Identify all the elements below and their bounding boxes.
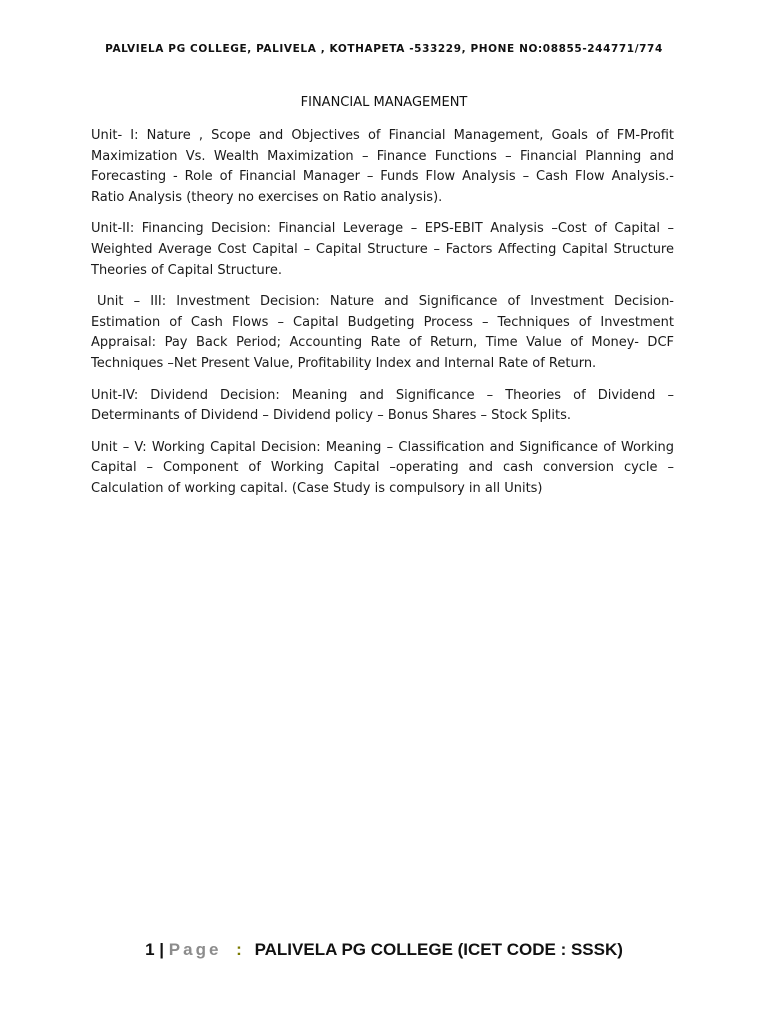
footer-separator: | (159, 940, 165, 959)
page-header: PALVIELA PG COLLEGE, PALIVELA , KOTHAPETA -533229, PHONE NO:08855-244771/774 (105, 43, 663, 55)
unit-2-paragraph: Unit-II: Financing Decision: Financial Leverage – EPS-EBIT Analysis –Cost of Capital – Weighted Average Cost Capital – Capital Structure – Factors Affecting Capital Structure Theories of Capital Structure. (91, 221, 674, 278)
footer-colon: : (236, 940, 242, 959)
page-footer (0, 940, 768, 960)
document-title: FINANCIAL MANAGEMENT (300, 95, 468, 110)
page-label: Page (168, 940, 222, 959)
unit-1-paragraph: Unit- I: Nature , Scope and Objectives of Financial Management, Goals of FM-Profit Maximization Vs. Wealth Maximization – Finance Functions – Financial Planning and Forecasting - Role of Financial Manager – Funds Flow Analysis – Cash Flow Analysis.- Ratio Analysis (theory no exercises on Ratio analysis). (91, 128, 674, 205)
unit-5-paragraph: Unit – V: Working Capital Decision: Meaning – Classification and Significance of Working Capital – Component of Working Capital –operating and cash conversion cycle – Calculation of working capital. (Case Study is compulsory in all Units) (91, 439, 674, 496)
unit-3-paragraph: Unit – III: Investment Decision: Nature and Significance of Investment Decision- Estimation of Cash Flows – Capital Budgeting Process – Techniques of Investment Appraisal: Pay Back Period; Accounting Rate of Return, Time Value of Money- DCF Techniques –Net Present Value, Profitability Index and Internal Rate of Return. (91, 294, 674, 371)
syllabus-content (91, 126, 674, 511)
footer-text: PALIVELA PG COLLEGE (ICET CODE : SSSK) (254, 940, 623, 959)
page-number: 1 (145, 940, 155, 959)
unit-4-paragraph: Unit-IV: Dividend Decision: Meaning and Significance – Theories of Dividend – Determinants of Dividend – Dividend policy – Bonus Shares – Stock Splits. (91, 387, 674, 424)
